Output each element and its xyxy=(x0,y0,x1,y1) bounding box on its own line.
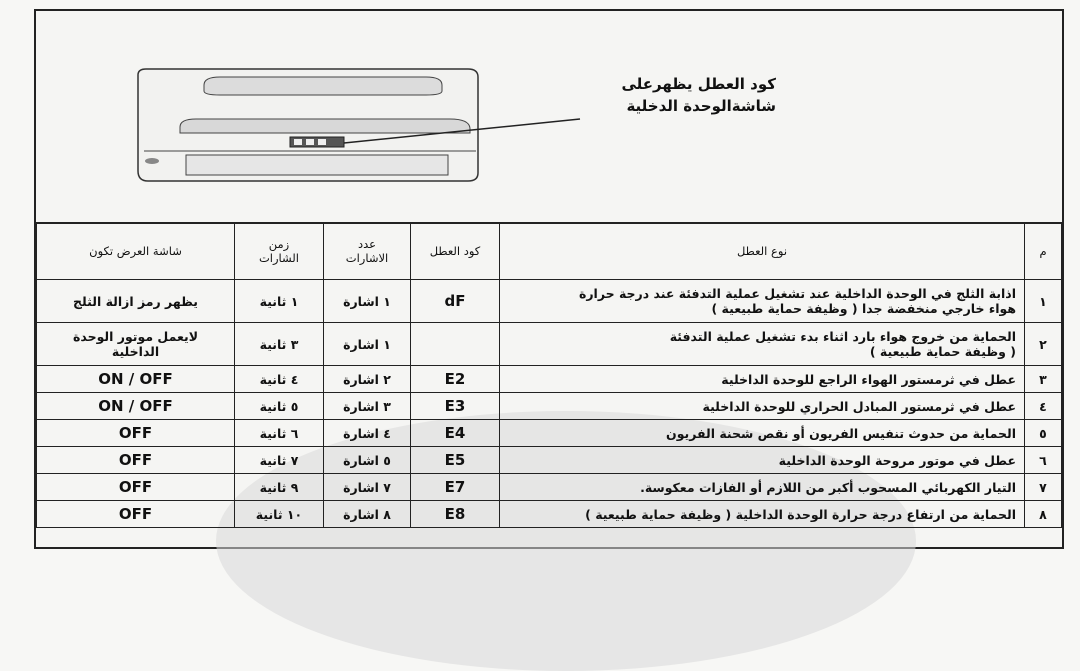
row-num: ٦ xyxy=(1025,447,1062,474)
row-time: ٩ ثانية xyxy=(235,474,324,501)
row-display: ON / OFF xyxy=(37,366,235,393)
table-row xyxy=(37,501,1062,528)
row-fault: التيار الكهربائي المسحوب أكبر من اللازم أو الفازات معكوسة. xyxy=(500,474,1025,501)
row-num: ١ xyxy=(1025,280,1062,323)
row-display: OFF xyxy=(37,420,235,447)
row-num: ٨ xyxy=(1025,501,1062,528)
row-time: ٧ ثانية xyxy=(235,447,324,474)
table-row xyxy=(37,420,1062,447)
row-time: ٦ ثانية xyxy=(235,420,324,447)
indoor-unit-illustration xyxy=(130,63,590,193)
row-num: ٤ xyxy=(1025,393,1062,420)
row-code: E8 xyxy=(411,501,500,528)
header-signal-time xyxy=(235,223,324,280)
callout-line-2: شاشةالوحدة الدخلية xyxy=(626,97,776,115)
header-signal-count-line1: عدد xyxy=(357,237,377,251)
fault-code-sheet xyxy=(34,9,1064,549)
table-row xyxy=(37,366,1062,393)
row-signals: ٥ اشارة xyxy=(324,447,411,474)
row-code xyxy=(411,323,500,366)
header-signal-count xyxy=(324,223,411,280)
header-fault-code: كود العطل xyxy=(411,223,500,280)
row-signals: ٨ اشارة xyxy=(324,501,411,528)
row-code: E4 xyxy=(411,420,500,447)
row-num: ٢ xyxy=(1025,323,1062,366)
row-display-line1: لايعمل موتور الوحدة xyxy=(72,329,199,344)
row-num: ٣ xyxy=(1025,366,1062,393)
row-code: E7 xyxy=(411,474,500,501)
table-row xyxy=(37,393,1062,420)
row-display: OFF xyxy=(37,474,235,501)
row-display: يظهر رمز ازالة الثلج xyxy=(37,280,235,323)
row-time: ١ ثانية xyxy=(235,280,324,323)
fault-code-table xyxy=(36,222,1062,528)
row-fault: عطل في ثرمستور الهواء الراجع للوحدة الداخلية xyxy=(500,366,1025,393)
row-time: ٥ ثانية xyxy=(235,393,324,420)
row-code: E3 xyxy=(411,393,500,420)
fault-code-callout xyxy=(576,73,776,117)
row-fault xyxy=(500,280,1025,323)
row-code: E5 xyxy=(411,447,500,474)
row-display-line2: الداخلية xyxy=(111,344,160,359)
table-header-row xyxy=(37,223,1062,280)
header-signal-time-line1: زمن xyxy=(268,237,290,251)
table-row xyxy=(37,474,1062,501)
row-signals: ٣ اشارة xyxy=(324,393,411,420)
indoor-unit-figure xyxy=(36,11,1062,224)
row-display: ON / OFF xyxy=(37,393,235,420)
row-signals: ٤ اشارة xyxy=(324,420,411,447)
header-signal-time-line2: الشارات xyxy=(258,251,300,265)
row-fault-line2: ( وظيفة حماية طبيعية ) xyxy=(869,344,1016,359)
row-signals: ٢ اشارة xyxy=(324,366,411,393)
row-fault-line1: اذابة الثلج في الوحدة الداخلية عند تشغيل عملية التدفئة عند درجة حرارة xyxy=(578,286,1016,301)
row-num: ٥ xyxy=(1025,420,1062,447)
row-signals: ١ اشارة xyxy=(324,280,411,323)
row-time: ٤ ثانية xyxy=(235,366,324,393)
row-fault-line1: الحماية من خروج هواء بارد اثناء بدء تشغيل عملية التدفئة xyxy=(669,329,1016,344)
table-row xyxy=(37,323,1062,366)
header-num: م xyxy=(1025,223,1062,280)
row-display: OFF xyxy=(37,501,235,528)
header-signal-count-line2: الاشارات xyxy=(345,251,389,265)
row-code: dF xyxy=(411,280,500,323)
row-signals: ١ اشارة xyxy=(324,323,411,366)
row-fault: الحماية من حدوث تنفيس الفريون أو نقص شحنة الفريون xyxy=(500,420,1025,447)
row-fault: الحماية من ارتفاع درجة حرارة الوحدة الداخلية ( وظيفة حماية طبيعية ) xyxy=(500,501,1025,528)
row-code: E2 xyxy=(411,366,500,393)
table-row xyxy=(37,280,1062,323)
callout-line-1: كود العطل يظهرعلى xyxy=(621,75,776,93)
row-time: ١٠ ثانية xyxy=(235,501,324,528)
row-num: ٧ xyxy=(1025,474,1062,501)
table-row xyxy=(37,447,1062,474)
row-fault xyxy=(500,323,1025,366)
row-time: ٣ ثانية xyxy=(235,323,324,366)
row-signals: ٧ اشارة xyxy=(324,474,411,501)
header-display: شاشة العرض تكون xyxy=(37,223,235,280)
header-fault-type: نوع العطل xyxy=(500,223,1025,280)
row-display xyxy=(37,323,235,366)
row-display: OFF xyxy=(37,447,235,474)
row-fault: عطل في ثرمستور المبادل الحراري للوحدة الداخلية xyxy=(500,393,1025,420)
row-fault-line2: هواء خارجي منخفضة جدا ( وظيفة حماية طبيعية ) xyxy=(711,301,1016,316)
row-fault: عطل في موتور مروحة الوحدة الداخلية xyxy=(500,447,1025,474)
